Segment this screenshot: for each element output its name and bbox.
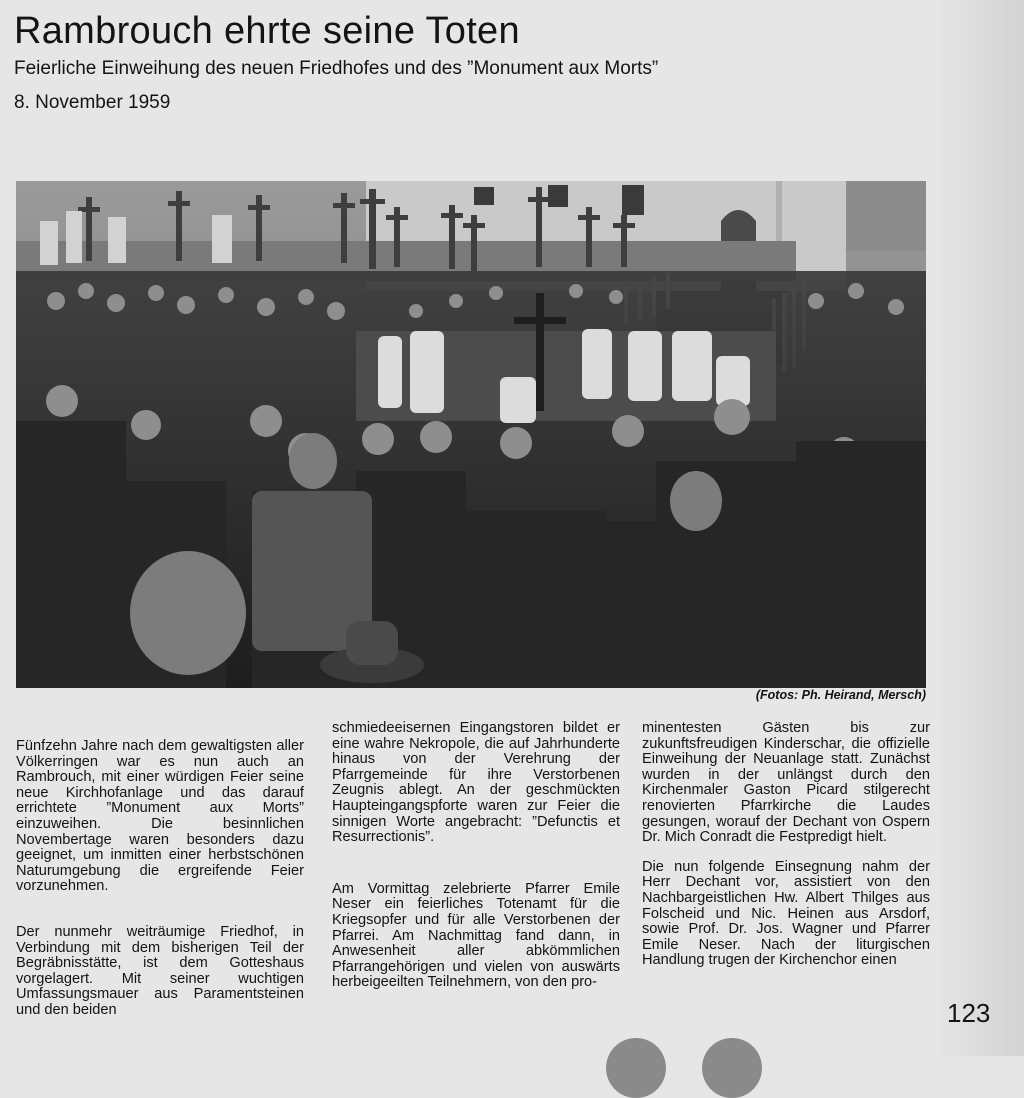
article-subtitle: Feierliche Einweihung des neuen Friedhofes und des ”Monument aux Morts” bbox=[14, 58, 659, 79]
text-column-2 bbox=[332, 721, 620, 1009]
text-column-3 bbox=[642, 721, 930, 987]
binding-ring bbox=[702, 1038, 762, 1098]
paragraph: schmiedeeisernen Eingangstoren bildet er eine wahre Nekropole, die auf Jahrhunderte hinaus von der Verehrung der Pfarrgemeinde für ihre Verstorbenen Zeugnis ablegt. An der geschmückten Haupteingangspforte waren zur Feier die sinnigen Worte angebracht: ”Defunctis et Resurrectionis”. bbox=[332, 720, 620, 846]
photo-caption: (Fotos: Ph. Heirand, Mersch) bbox=[755, 688, 926, 702]
paragraph: Der nunmehr weiträumige Friedhof, in Verbindung mit dem bisherigen Teil der Begräbnisstätte, ist dem Gotteshaus vorgelagert. Mit seiner wuchtigen Umfassungsmauer aus Paramentsteinen und den beiden bbox=[16, 923, 304, 1018]
page-number: 123 bbox=[947, 998, 991, 1028]
text-column-1 bbox=[16, 739, 304, 1037]
paragraph: Fünfzehn Jahre nach dem gewaltigsten aller Völkerringen war es nun auch an Rambrouch, mit einer würdigen Feier seine neue Kirchhofanlage und das darauf errichtete ”Monument aux Morts” einzuweihen. Die besinnlichen Novembertage waren besonders dazu geeignet, um inmitten einer herbstschönen Naturumgebung die ergreifende Feier vorzunehmen. bbox=[16, 738, 304, 895]
paragraph: Die nun folgende Einsegnung nahm der Herr Dechant vor, assistiert von den Nachbargeistlichen Hw. Albert Thilges aus Folscheid und Nic. Heinen aus Arsdorf, sowie Prof. Dr. Jos. Wagner und Pfarrer Emile Neser. Nach der liturgischen Handlung trugen der Kirchenchor einen bbox=[642, 858, 930, 969]
binding-ring bbox=[606, 1038, 666, 1098]
paragraph: minentesten Gästen bis zur zukunftsfreudigen Kinderschar, die offizielle Einweihung der Neuanlage statt. Zunächst wurden in der unlängst durch den Kirchenmaler Gaston Picard stilgerecht renovierten Pfarrkirche die Laudes gesungen, worauf der Dechant von Ospern Dr. Mich Conradt die Festpredigt hielt. bbox=[642, 720, 930, 846]
article-date: 8. November 1959 bbox=[14, 92, 171, 113]
ceremony-photo bbox=[16, 181, 926, 688]
page-edge-shadow bbox=[940, 0, 1024, 1056]
article-title: Rambrouch ehrte seine Toten bbox=[14, 10, 520, 52]
paragraph: Am Vormittag zelebrierte Pfarrer Emile Neser ein feierliches Totenamt für die Kriegsopfer und für alle Verstorbenen der Pfarrei. Am Nachmittag fand dann, in Anwesenheit aller abkömmlichen Pfarrangehörigen und vielen von auswärts herbeigeeilten Teilnehmern, von den pro- bbox=[332, 880, 620, 991]
